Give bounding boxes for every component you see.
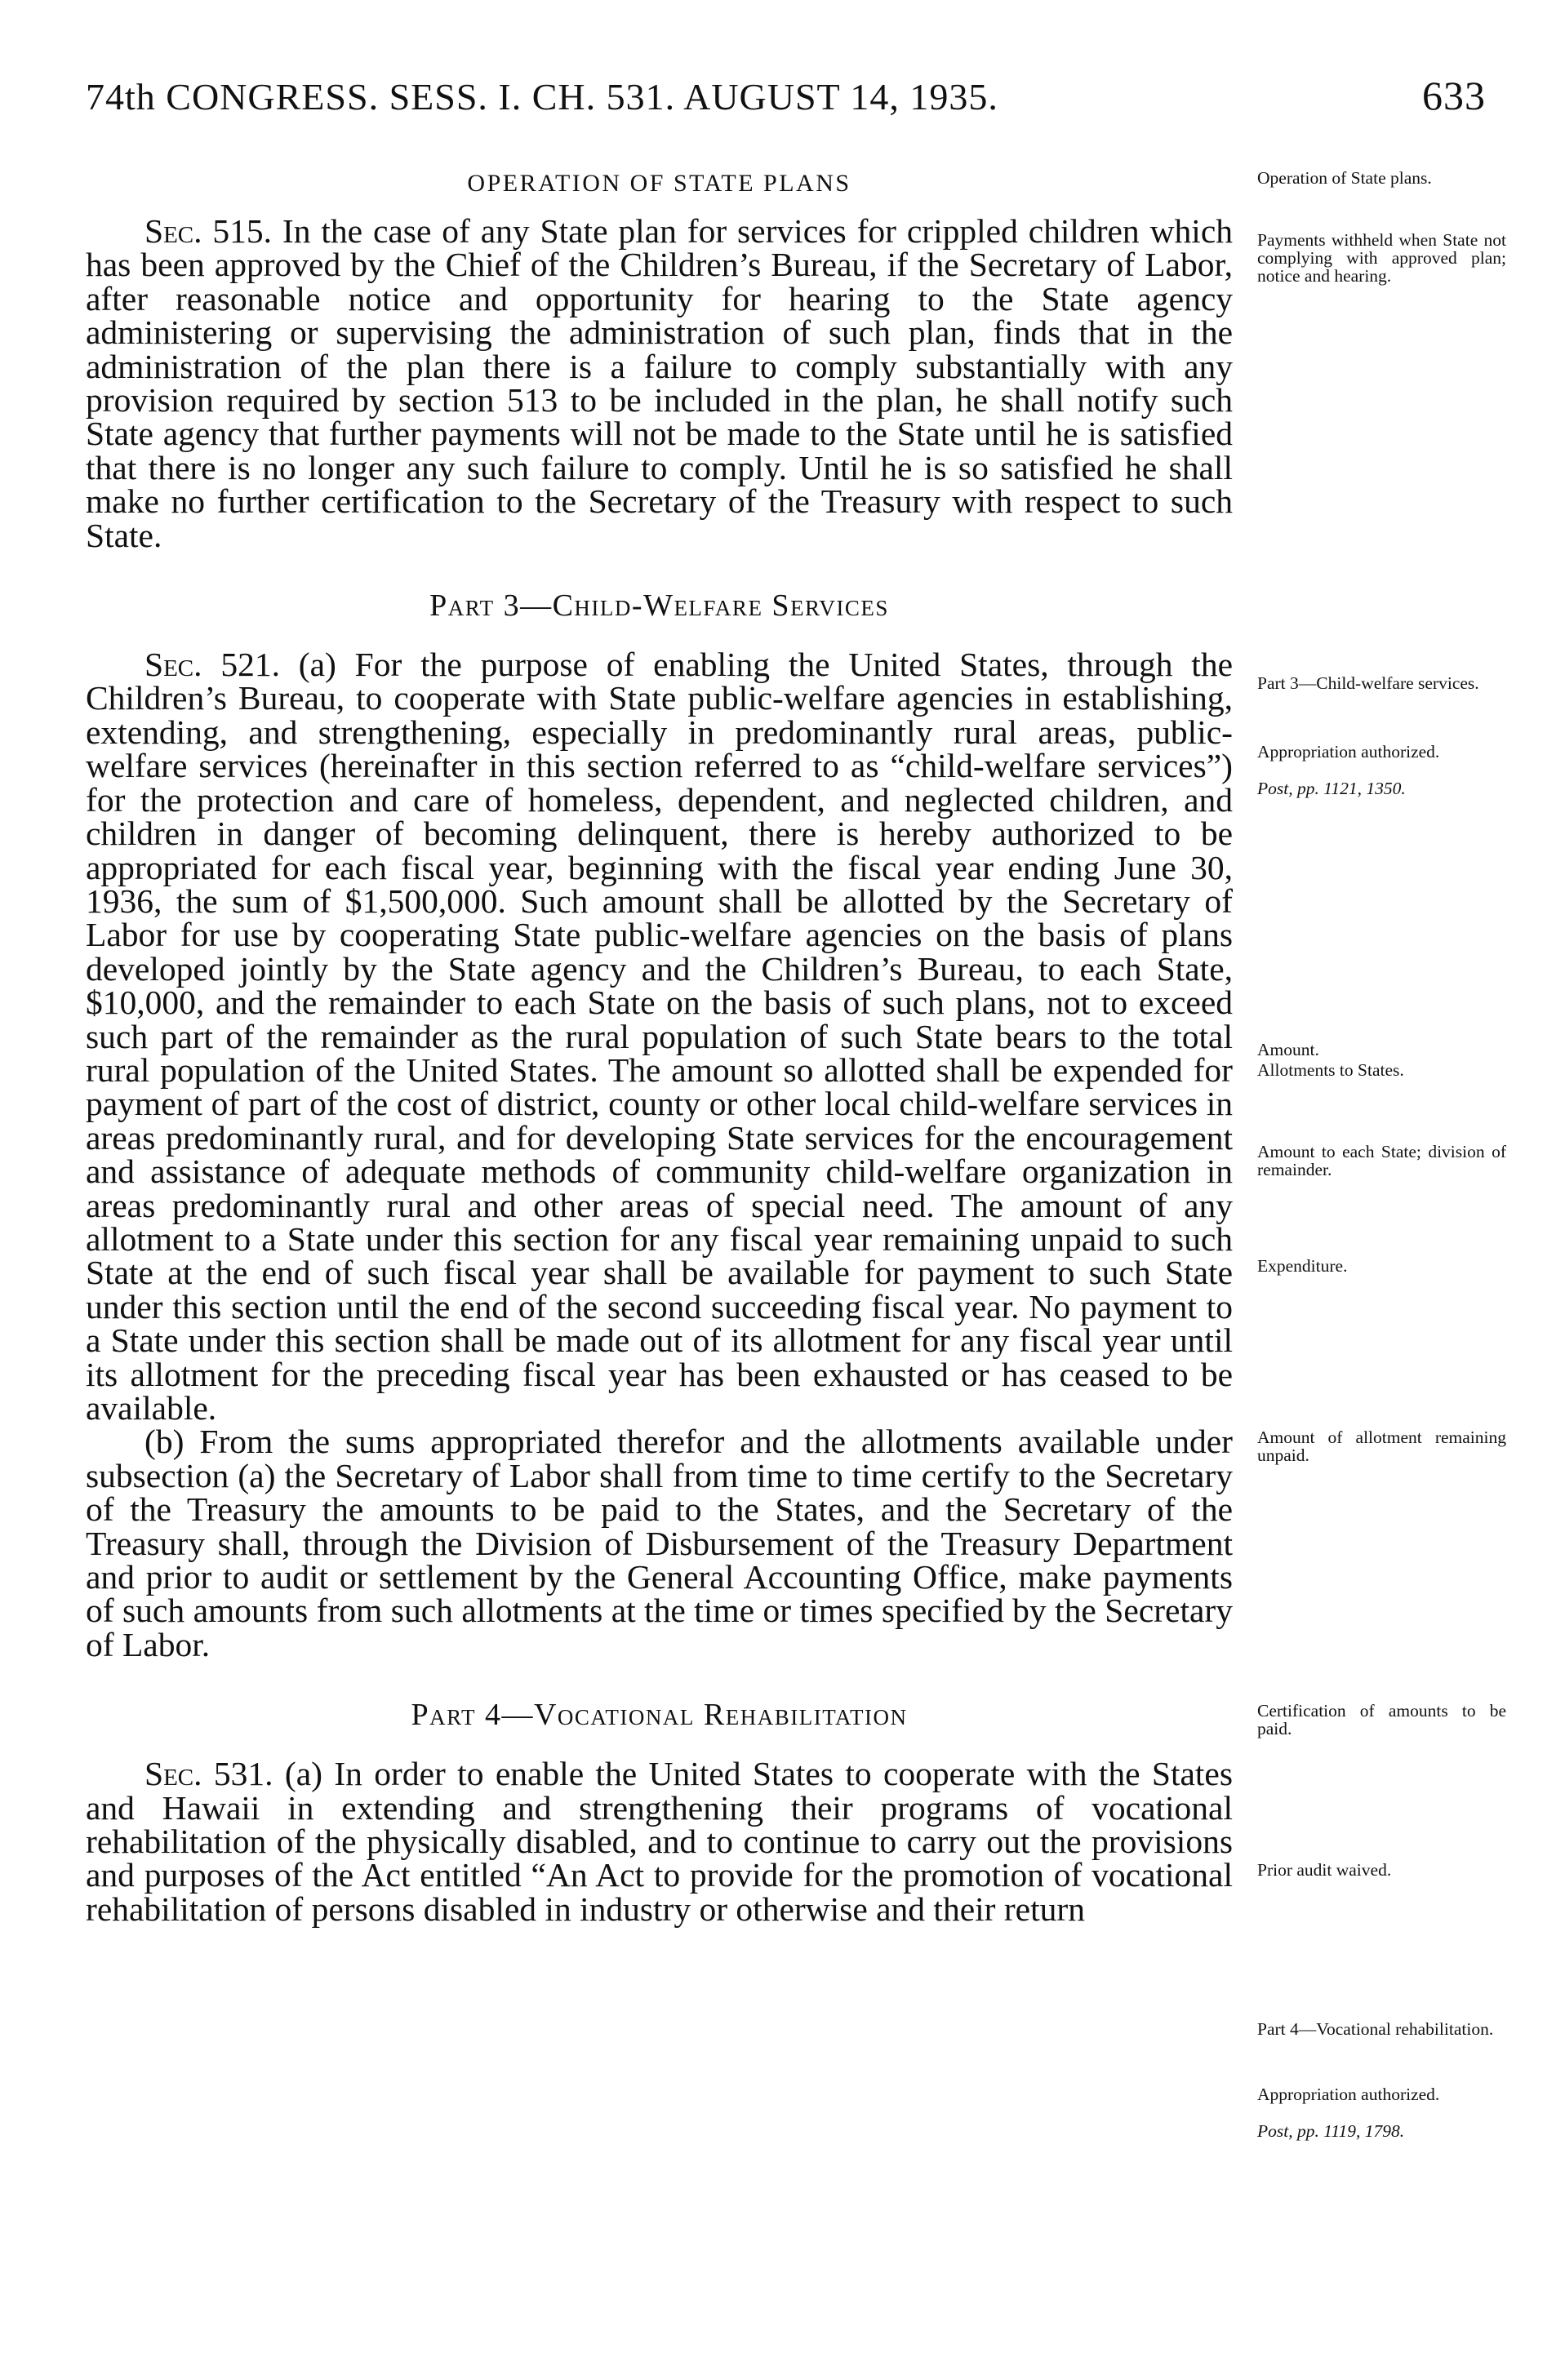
margin-note-unpaid: Amount of allotment remaining unpaid. [1257,1428,1506,1465]
sec-521-a-paragraph [86,648,1233,1425]
page-number: 633 [1422,73,1486,118]
margin-note-certification: Certification of amounts to be paid. [1257,1701,1506,1738]
margin-note-payments-withheld: Payments withheld when State not complying with approved plan; notice and hearing. [1257,230,1506,286]
section-heading-operation: OPERATION OF STATE PLANS [467,170,851,197]
margin-note-prior-audit: Prior audit waived. [1257,1860,1392,1880]
sec-521-a-text: (a) For the purpose of enabling the United States, through the Children’s Bureau, to cooperate with State public-welfare agencies in establishing, extending, and strengthening, especially in predominantly rural areas, public-welfare services (hereinafter in this section referred to as “child-welfare services”) for the protection and care of homeless, dependent, and neglected children, and children in danger of becoming delinquent, there is hereby authorized to be appropriated for each fiscal year, beginning with the fiscal year ending June 30, 1936, the sum of $1,500,000. Such amount shall be allotted by the Secretary of Labor for use by cooperating State public-welfare agencies on the basis of plans developed jointly by the State agency and the Children’s Bureau, to each State, $10,000, and the remainder to each State on the basis of such plans, not to exceed such part of the remainder as the rural population of such State bears to the total rural population of the United States. The amount so allotted shall be expended for payment of part of the cost of district, county or other local child-welfare services in areas predominantly rural, and for developing State services for the encouragement and assistance of adequate methods of community child-welfare organization in areas predominantly rural and other areas of special need. The amount of any allotment to a State under this section for any fiscal year remaining unpaid to such State at the end of such fiscal year shall be available for payment to such State under this section until the end of the second succeeding fiscal year. No payment to a State under this section shall be made out of its allotment for any fiscal year until its allotment for the preceding fiscal year has been exhausted or has ceased to be available. [86,646,1234,1427]
margin-note-post-2: Post, pp. 1119, 1798. [1257,2121,1405,2141]
sec-521-b-paragraph: (b) From the sums appropriated therefor and the allotments available under subsection (a) the Secretary of Labor shall from time to time certify to the Secretary of the Treasury the amounts to be paid to the States, and the Secretary of the Treasury shall, through the Division of Disbursement of the Treasury Department and prior to audit or settlement by the General Accounting Office, make payments of such amounts from such allotments at the time or times specified by the Secretary of Labor. [86,1423,1233,1663]
margin-note-amount: Amount. [1257,1040,1319,1059]
margin-notes [1257,0,1506,2380]
sec-515-text: In the case of any State plan for services for crippled children which has been approved by the Chief of the Children’s Bureau, if the Secretary of Labor, after reasonable notice and opportunity for hearing to the State agency administering or supervising the administration of such plan, finds that in the administration of the plan there is a failure to comply substantially with any provision required by section 513 to be included in the plan, he shall notify such State agency that further payments will not be made to the State until he is satisfied that there is no longer any such failure to comply. Until he is so satisfied he shall make no further certification to the Secretary of the Treasury with respect to such State. [86,212,1233,554]
margin-note-amount-each: Amount to each State; division of remainder. [1257,1142,1506,1179]
sec-521-label: Sec. 521. [144,646,280,684]
margin-note-appropriation-1: Appropriation authorized. [1257,742,1440,762]
sec-515-paragraph [86,212,1233,554]
margin-note-operation: Operation of State plans. [1257,168,1432,188]
margin-note-part-3: Part 3—Child-welfare services. [1257,673,1479,693]
margin-note-allotments: Allotments to States. [1257,1060,1404,1080]
part-4-heading: Part 4—Vocational Rehabilitation [411,1698,908,1733]
margin-note-expenditure: Expenditure. [1257,1256,1348,1276]
sec-531-label: Sec. 531. [144,1755,273,1793]
body-text [86,151,1233,1926]
margin-note-appropriation-2: Appropriation authorized. [1257,2085,1440,2104]
margin-note-post-1: Post, pp. 1121, 1350. [1257,779,1406,798]
margin-note-part-4: Part 4—Vocational rehabilitation. [1257,2019,1494,2039]
sec-515-label: Sec. 515. [144,212,273,250]
part-3-heading: Part 3—Child-Welfare Services [429,588,889,624]
sec-531-paragraph [86,1757,1233,1926]
sec-531-text: (a) In order to enable the United States to cooperate with the States and Hawaii in extending and strengthening their programs of vocational rehabilitation of the physically disabled, and to continue to carry out the provisions and purposes of the Act entitled “An Act to provide for the promotion of vocational rehabilitation of persons disabled in industry or otherwise and their return [86,1755,1234,1928]
running-head-title: 74th CONGRESS. SESS. I. CH. 531. AUGUST 14, 1935. [86,76,998,118]
